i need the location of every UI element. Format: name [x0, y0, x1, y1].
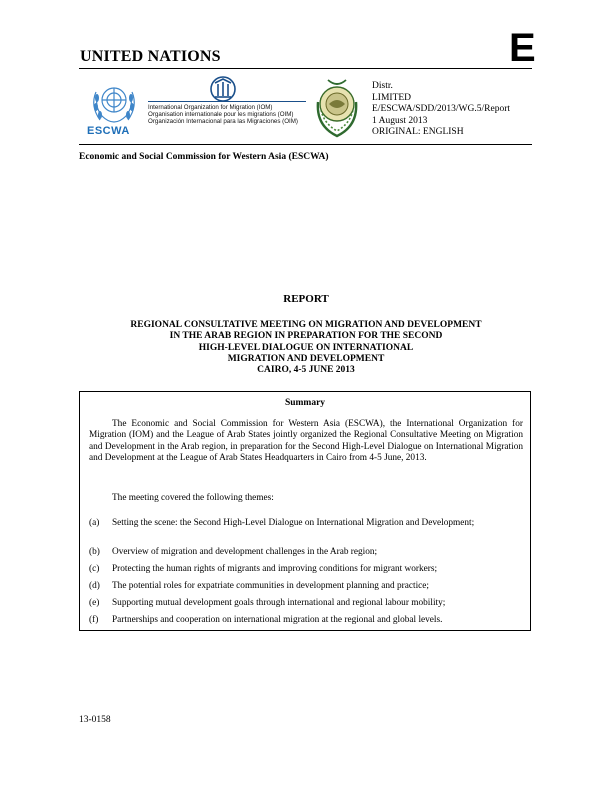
- document-date: 1 August 2013: [372, 115, 428, 126]
- themes-intro: The meeting covered the following themes:: [112, 493, 274, 503]
- meeting-title-line: REGIONAL CONSULTATIVE MEETING ON MIGRATION AND DEVELOPMENT: [130, 320, 482, 330]
- language-code: E: [509, 26, 536, 70]
- document-symbol: E/ESCWA/SDD/2013/WG.5/Report: [372, 104, 511, 115]
- escwa-logo-label: ESCWA: [87, 125, 130, 137]
- iom-logo-line-fr: Organisation internationale pour les migrations (OIM): [148, 111, 294, 119]
- theme-label: (d): [89, 581, 100, 591]
- summary-box: [79, 391, 531, 631]
- theme-item: [89, 518, 523, 529]
- meeting-title-line: CAIRO, 4-5 JUNE 2013: [257, 365, 355, 376]
- original-language: ORIGINAL: ENGLISH: [372, 127, 464, 138]
- distr-label: Distr.: [372, 81, 393, 91]
- league-of-arab-states-logo: [308, 74, 366, 142]
- theme-text: Overview of migration and development challenges in the Arab region;: [112, 547, 378, 557]
- summary-paragraph: The Economic and Social Commission for Western Asia (ESCWA), the International Organization for Migration (IOM) and the League of Arab States jointly organized the Regional Consultative Meeting on Migration and Development in the Arab region, in preparation for the Second High-Level Dialogue on International Migration and Development at the League of Arab States Headquarters in Cairo from 4-5 June, 2013.: [89, 419, 523, 463]
- meeting-title-line: IN THE ARAB REGION IN PREPARATION FOR THE SECOND: [169, 331, 443, 342]
- iom-logo-line-es: Organización Internacional para las Migraciones (OIM): [148, 118, 298, 126]
- iom-logo: [206, 74, 240, 104]
- distr-limited: LIMITED: [372, 92, 412, 103]
- theme-label: (b): [89, 547, 100, 557]
- iom-logo-text: [148, 104, 306, 126]
- theme-label: (a): [89, 518, 100, 528]
- distribution-block: [372, 81, 510, 139]
- theme-label: (e): [89, 598, 100, 608]
- meeting-title-line: MIGRATION AND DEVELOPMENT: [227, 353, 385, 364]
- header-rule-bottom: [79, 144, 532, 145]
- report-title: REPORT: [283, 293, 329, 305]
- un-title: UNITED NATIONS: [80, 48, 221, 65]
- header-rule-top: [79, 68, 532, 69]
- theme-text: Partnerships and cooperation on international migration at the regional and global levels.: [112, 615, 443, 625]
- meeting-title-line: HIGH-LEVEL DIALOGUE ON INTERNATIONAL: [198, 342, 414, 353]
- theme-item: [89, 547, 523, 558]
- document-job-number: 13-0158: [79, 715, 111, 725]
- organization-name: Economic and Social Commission for Western Asia (ESCWA): [79, 152, 329, 162]
- iom-logo-line-en: International Organization for Migration (IOM): [148, 104, 273, 111]
- theme-text: Setting the scene: the Second High-Level Dialogue on International Migration and Development;: [112, 518, 475, 528]
- theme-item: [89, 564, 523, 575]
- summary-heading: Summary: [284, 398, 326, 408]
- theme-text: The potential roles for expatriate communities in development planning and practice;: [112, 581, 430, 591]
- theme-label: (c): [89, 564, 100, 574]
- theme-text: Protecting the human rights of migrants and improving conditions for migrant workers;: [112, 564, 438, 574]
- meeting-title: [106, 320, 506, 376]
- theme-item: [89, 615, 523, 626]
- theme-label: (f): [89, 615, 99, 625]
- theme-text: Supporting mutual development goals through international and regional labour mobility;: [112, 598, 446, 608]
- iom-logo-rule: [148, 101, 306, 102]
- theme-item: [89, 598, 523, 609]
- theme-item: [89, 581, 523, 592]
